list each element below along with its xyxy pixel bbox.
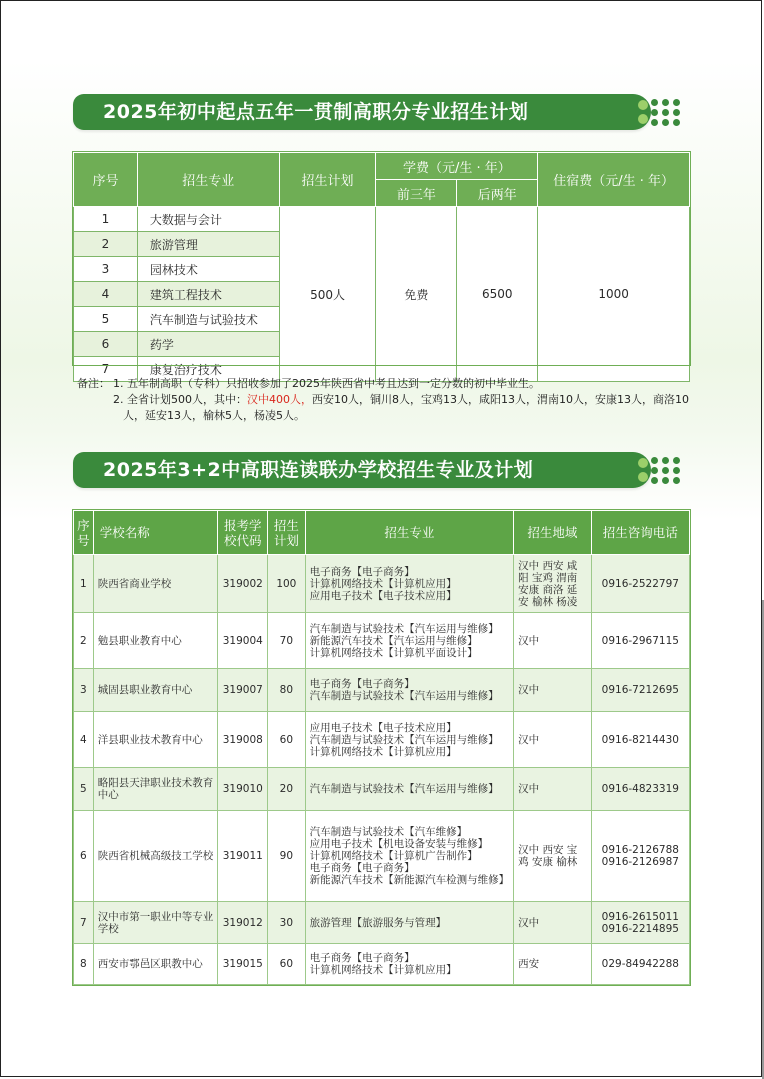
header-no: 序号 [74, 153, 138, 207]
row-no: 6 [74, 811, 94, 902]
header-region: 招生地域 [514, 511, 592, 555]
decorative-dots-icon [638, 98, 688, 128]
table-row [74, 811, 690, 902]
row-school: 汉中市第一职业中等专业学校 [93, 902, 218, 944]
row-major: 药学 [137, 332, 279, 357]
row-phone: 0916-8214430 [591, 712, 689, 768]
row-phone [591, 902, 689, 944]
row-no: 5 [74, 307, 138, 332]
table-row [74, 768, 690, 811]
phone-item: 0916-2126987 [601, 856, 679, 868]
row-majors [305, 768, 514, 811]
major-item: 汽车制造与试验技术【汽车运用与维修】 [309, 733, 499, 746]
header-lodging: 住宿费（元/生 · 年） [538, 153, 690, 207]
section1-banner [73, 94, 653, 130]
phone-item: 0916-2126788 [601, 844, 679, 856]
header-major: 招生专业 [305, 511, 514, 555]
row-region: 西安 [514, 944, 592, 985]
major-item: 汽车制造与试验技术【汽车运用与维修】 [309, 690, 499, 702]
notes [77, 376, 697, 424]
row-school: 略阳县天津职业技术教育中心 [93, 768, 218, 811]
header-last2: 后两年 [457, 180, 538, 207]
row-majors [305, 902, 514, 944]
major-item: 电子商务【电子商务】 [309, 952, 415, 964]
row-school: 洋县职业技术教育中心 [93, 712, 218, 768]
row-code: 319007 [218, 669, 268, 712]
row-no: 1 [74, 555, 94, 613]
major-item: 计算机网络技术【计算机平面设计】 [309, 646, 478, 659]
major-item: 新能源汽车技术【新能源汽车检测与维修】 [309, 874, 510, 886]
row-major: 汽车制造与试验技术 [137, 307, 279, 332]
major-item: 计算机网络技术【计算机应用】 [309, 577, 457, 590]
row-plan: 60 [268, 944, 306, 985]
notes-label: 备注： [77, 377, 110, 390]
row-region: 汉中 西安 咸阳 宝鸡 渭南 安康 商洛 延安 榆林 杨凌 [514, 555, 592, 613]
major-item: 汽车制造与试验技术【汽车运用与维修】 [309, 622, 499, 635]
major-item: 计算机网络技术【计算机应用】 [309, 745, 457, 758]
row-code: 319010 [218, 768, 268, 811]
row-phone: 029-84942288 [591, 944, 689, 985]
major-item: 应用电子技术【机电设备安装与维修】 [309, 838, 489, 850]
phone-item: 0916-2615011 [601, 910, 679, 923]
row-no: 2 [74, 613, 94, 669]
header-plan: 招生计划 [268, 511, 306, 555]
major-item: 应用电子技术【电子技术应用】 [309, 721, 457, 734]
row-plan: 30 [268, 902, 306, 944]
row-major: 旅游管理 [137, 232, 279, 257]
row-code: 319002 [218, 555, 268, 613]
row-no: 3 [74, 669, 94, 712]
row-phone: 0916-2967115 [591, 613, 689, 669]
row-no: 1 [74, 207, 138, 232]
major-item: 计算机网络技术【计算机广告制作】 [309, 850, 478, 862]
row-code: 319012 [218, 902, 268, 944]
row-no: 4 [74, 712, 94, 768]
section2-title: 2025年3+2中高职连读联办学校招生专业及计划 [103, 459, 534, 481]
header-code: 报考学校代码 [218, 511, 268, 555]
row-no: 5 [74, 768, 94, 811]
header-phone: 招生咨询电话 [591, 511, 689, 555]
first3-value: 免费 [376, 207, 457, 382]
table-row [74, 712, 690, 768]
table-row [74, 555, 690, 613]
header-major: 招生专业 [137, 153, 279, 207]
row-phone: 0916-2522797 [591, 555, 689, 613]
row-code: 319015 [218, 944, 268, 985]
table-row [74, 944, 690, 985]
major-item: 新能源汽车技术【汽车运用与维修】 [309, 634, 478, 647]
table-row [74, 613, 690, 669]
plan-value: 500人 [279, 207, 376, 382]
row-majors [305, 712, 514, 768]
row-major: 大数据与会计 [137, 207, 279, 232]
row-no: 8 [74, 944, 94, 985]
five-year-plan-table [73, 152, 690, 382]
row-school: 陕西省商业学校 [93, 555, 218, 613]
row-code: 319004 [218, 613, 268, 669]
major-item: 计算机网络技术【计算机应用】 [309, 964, 457, 976]
notes-line1: 1. 五年制高职（专科）只招收参加了2025年陕西省中考且达到一定分数的初中毕业生。 [113, 377, 540, 390]
row-school: 城固县职业教育中心 [93, 669, 218, 712]
row-no: 4 [74, 282, 138, 307]
major-item: 应用电子技术【电子技术应用】 [309, 589, 457, 602]
notes-line3: 人，延安13人，榆林5人，杨凌5人。 [123, 409, 305, 422]
notes-line2-red: 汉中400人， [247, 393, 312, 406]
row-majors [305, 555, 514, 613]
row-region: 汉中 [514, 768, 592, 811]
major-item: 汽车制造与试验技术【汽车维修】 [309, 826, 468, 838]
row-plan: 80 [268, 669, 306, 712]
row-region: 汉中 [514, 613, 592, 669]
table-row [74, 207, 690, 232]
row-region: 汉中 西安 宝鸡 安康 榆林 [514, 811, 592, 902]
major-item: 电子商务【电子商务】 [309, 678, 415, 690]
row-major: 建筑工程技术 [137, 282, 279, 307]
major-item: 旅游管理【旅游服务与管理】 [309, 916, 447, 929]
row-no: 7 [74, 902, 94, 944]
major-item: 电子商务【电子商务】 [309, 565, 415, 578]
row-plan: 20 [268, 768, 306, 811]
table-row [74, 902, 690, 944]
row-code: 319011 [218, 811, 268, 902]
row-majors [305, 944, 514, 985]
row-school: 勉县职业教育中心 [93, 613, 218, 669]
row-majors [305, 613, 514, 669]
row-phone: 0916-7212695 [591, 669, 689, 712]
phone-item: 0916-2214895 [601, 922, 679, 935]
row-code: 319008 [218, 712, 268, 768]
notes-line2b: 西安10人，铜川8人，宝鸡13人，咸阳13人，渭南10人，安康13人，商洛10 [312, 393, 689, 406]
row-plan: 70 [268, 613, 306, 669]
row-region: 汉中 [514, 902, 592, 944]
row-region: 汉中 [514, 712, 592, 768]
row-majors [305, 811, 514, 902]
row-major: 园林技术 [137, 257, 279, 282]
major-item: 汽车制造与试验技术【汽车运用与维修】 [309, 783, 499, 795]
table-row [74, 669, 690, 712]
joint-school-table [73, 510, 690, 985]
header-tuition: 学费（元/生 · 年） [376, 153, 538, 180]
notes-line2a: 2. 全省计划500人，其中： [113, 393, 247, 406]
row-school: 陕西省机械高级技工学校 [93, 811, 218, 902]
row-region: 汉中 [514, 669, 592, 712]
lodging-value: 1000 [538, 207, 690, 382]
row-no: 3 [74, 257, 138, 282]
section1-title: 2025年初中起点五年一贯制高职分专业招生计划 [103, 101, 529, 123]
header-first3: 前三年 [376, 180, 457, 207]
decorative-dots-icon [638, 456, 688, 486]
row-plan: 90 [268, 811, 306, 902]
section2-banner [73, 452, 653, 488]
last2-value: 6500 [457, 207, 538, 382]
row-phone [591, 811, 689, 902]
row-phone: 0916-4823319 [591, 768, 689, 811]
header-school: 学校名称 [93, 511, 218, 555]
header-plan: 招生计划 [279, 153, 376, 207]
row-no: 2 [74, 232, 138, 257]
header-no: 序号 [74, 511, 94, 555]
row-plan: 60 [268, 712, 306, 768]
row-no: 6 [74, 332, 138, 357]
row-majors [305, 669, 514, 712]
row-plan: 100 [268, 555, 306, 613]
row-school: 西安市鄠邑区职教中心 [93, 944, 218, 985]
major-item: 电子商务【电子商务】 [309, 862, 415, 874]
row-no: 7 [74, 357, 138, 382]
row-major: 康复治疗技术 [137, 357, 279, 382]
